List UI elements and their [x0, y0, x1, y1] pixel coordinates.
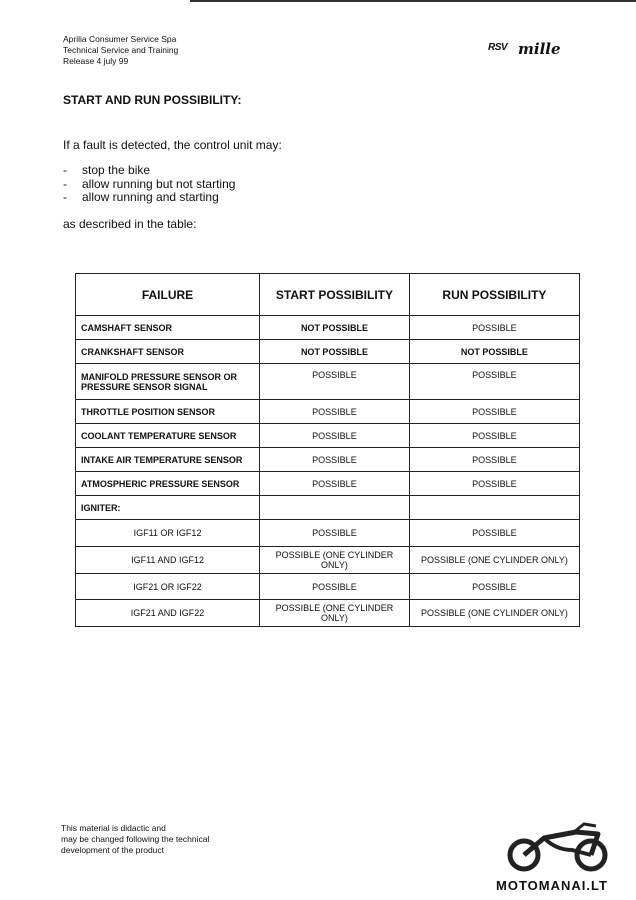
list-item-text: allow running but not starting [82, 176, 236, 191]
failure-cell: IGNITER: [76, 496, 260, 520]
table-row [76, 574, 580, 600]
run-cell: NOT POSSIBLE [409, 340, 579, 364]
table-row [76, 600, 580, 627]
footer-line: may be changed following the technical [61, 834, 210, 844]
watermark-logo [496, 820, 630, 898]
failure-cell: MANIFOLD PRESSURE SENSOR OR PRESSURE SENSOR SIGNAL [76, 364, 260, 400]
run-cell: POSSIBLE [409, 520, 579, 547]
failure-cell: IGF11 OR IGF12 [76, 520, 260, 547]
header-company: Aprilia Consumer Service Spa [63, 34, 177, 44]
table-row [76, 316, 580, 340]
failure-cell: CRANKSHAFT SENSOR [76, 340, 260, 364]
list-item [63, 191, 235, 205]
run-cell [409, 496, 579, 520]
bullet-marker: - [63, 176, 67, 191]
start-cell: POSSIBLE [260, 364, 410, 400]
failure-cell: IGF21 OR IGF22 [76, 574, 260, 600]
run-cell: POSSIBLE (ONE CYLINDER ONLY) [409, 547, 579, 574]
failure-cell: INTAKE AIR TEMPERATURE SENSOR [76, 448, 260, 472]
failure-cell: COOLANT TEMPERATURE SENSOR [76, 424, 260, 448]
failure-cell: THROTTLE POSITION SENSOR [76, 400, 260, 424]
start-cell: POSSIBLE [260, 574, 410, 600]
brand-mille-text: mille [518, 40, 561, 58]
page-title: START AND RUN POSSIBILITY: [63, 93, 242, 107]
start-cell: NOT POSSIBLE [260, 316, 410, 340]
table-row [76, 364, 580, 400]
list-item [63, 178, 235, 192]
bullet-marker: - [63, 190, 67, 204]
table-row [76, 424, 580, 448]
table-row [76, 472, 580, 496]
motorcycle-logo-icon [496, 820, 616, 878]
start-cell: POSSIBLE [260, 448, 410, 472]
run-cell: POSSIBLE [409, 400, 579, 424]
footer-note [61, 823, 209, 856]
run-cell: POSSIBLE [409, 316, 579, 340]
bullet-list [63, 164, 235, 205]
header-department: Technical Service and Training [63, 45, 179, 55]
bullet-marker: - [63, 163, 67, 177]
footer-line: This material is didactic and [61, 823, 166, 833]
table-row [76, 340, 580, 364]
start-cell: POSSIBLE [260, 520, 410, 547]
table-row [76, 400, 580, 424]
start-cell: POSSIBLE [260, 424, 410, 448]
list-item-text: stop the bike [82, 163, 151, 177]
header-start-possibility: START POSSIBILITY [260, 274, 410, 316]
table-row [76, 448, 580, 472]
failure-cell: IGF21 AND IGF22 [76, 600, 260, 627]
header-failure: FAILURE [76, 274, 260, 316]
start-cell: POSSIBLE (ONE CYLINDER ONLY) [260, 547, 410, 574]
failure-table [75, 273, 580, 627]
top-rule [190, 0, 636, 2]
brand-rsv-text: RSV [488, 42, 508, 53]
run-cell: POSSIBLE [409, 364, 579, 400]
start-cell: NOT POSSIBLE [260, 340, 410, 364]
brand-logo [488, 40, 570, 62]
table-row-igniter [76, 496, 580, 520]
start-cell: POSSIBLE [260, 400, 410, 424]
footer-line: development of the product [61, 845, 165, 855]
run-cell: POSSIBLE (ONE CYLINDER ONLY) [409, 600, 579, 627]
outro-text: as described in the table: [63, 217, 197, 231]
table-header-row [76, 274, 580, 316]
failure-cell: ATMOSPHERIC PRESSURE SENSOR [76, 472, 260, 496]
table-row [76, 520, 580, 547]
run-cell: POSSIBLE [409, 448, 579, 472]
list-item-text: allow running and starting [82, 190, 219, 204]
start-cell: POSSIBLE [260, 472, 410, 496]
list-item [63, 164, 235, 178]
failure-cell: IGF11 AND IGF12 [76, 547, 260, 574]
document-header [63, 34, 178, 67]
run-cell: POSSIBLE [409, 472, 579, 496]
table-row [76, 547, 580, 574]
start-cell [260, 496, 410, 520]
watermark-text: MOTOMANAI.LT [496, 878, 608, 893]
run-cell: POSSIBLE [409, 574, 579, 600]
start-cell: POSSIBLE (ONE CYLINDER ONLY) [260, 600, 410, 627]
header-release: Release 4 july 99 [63, 56, 129, 66]
run-cell: POSSIBLE [409, 424, 579, 448]
header-run-possibility: RUN POSSIBILITY [409, 274, 579, 316]
intro-text: If a fault is detected, the control unit may: [63, 138, 282, 152]
failure-cell: CAMSHAFT SENSOR [76, 316, 260, 340]
